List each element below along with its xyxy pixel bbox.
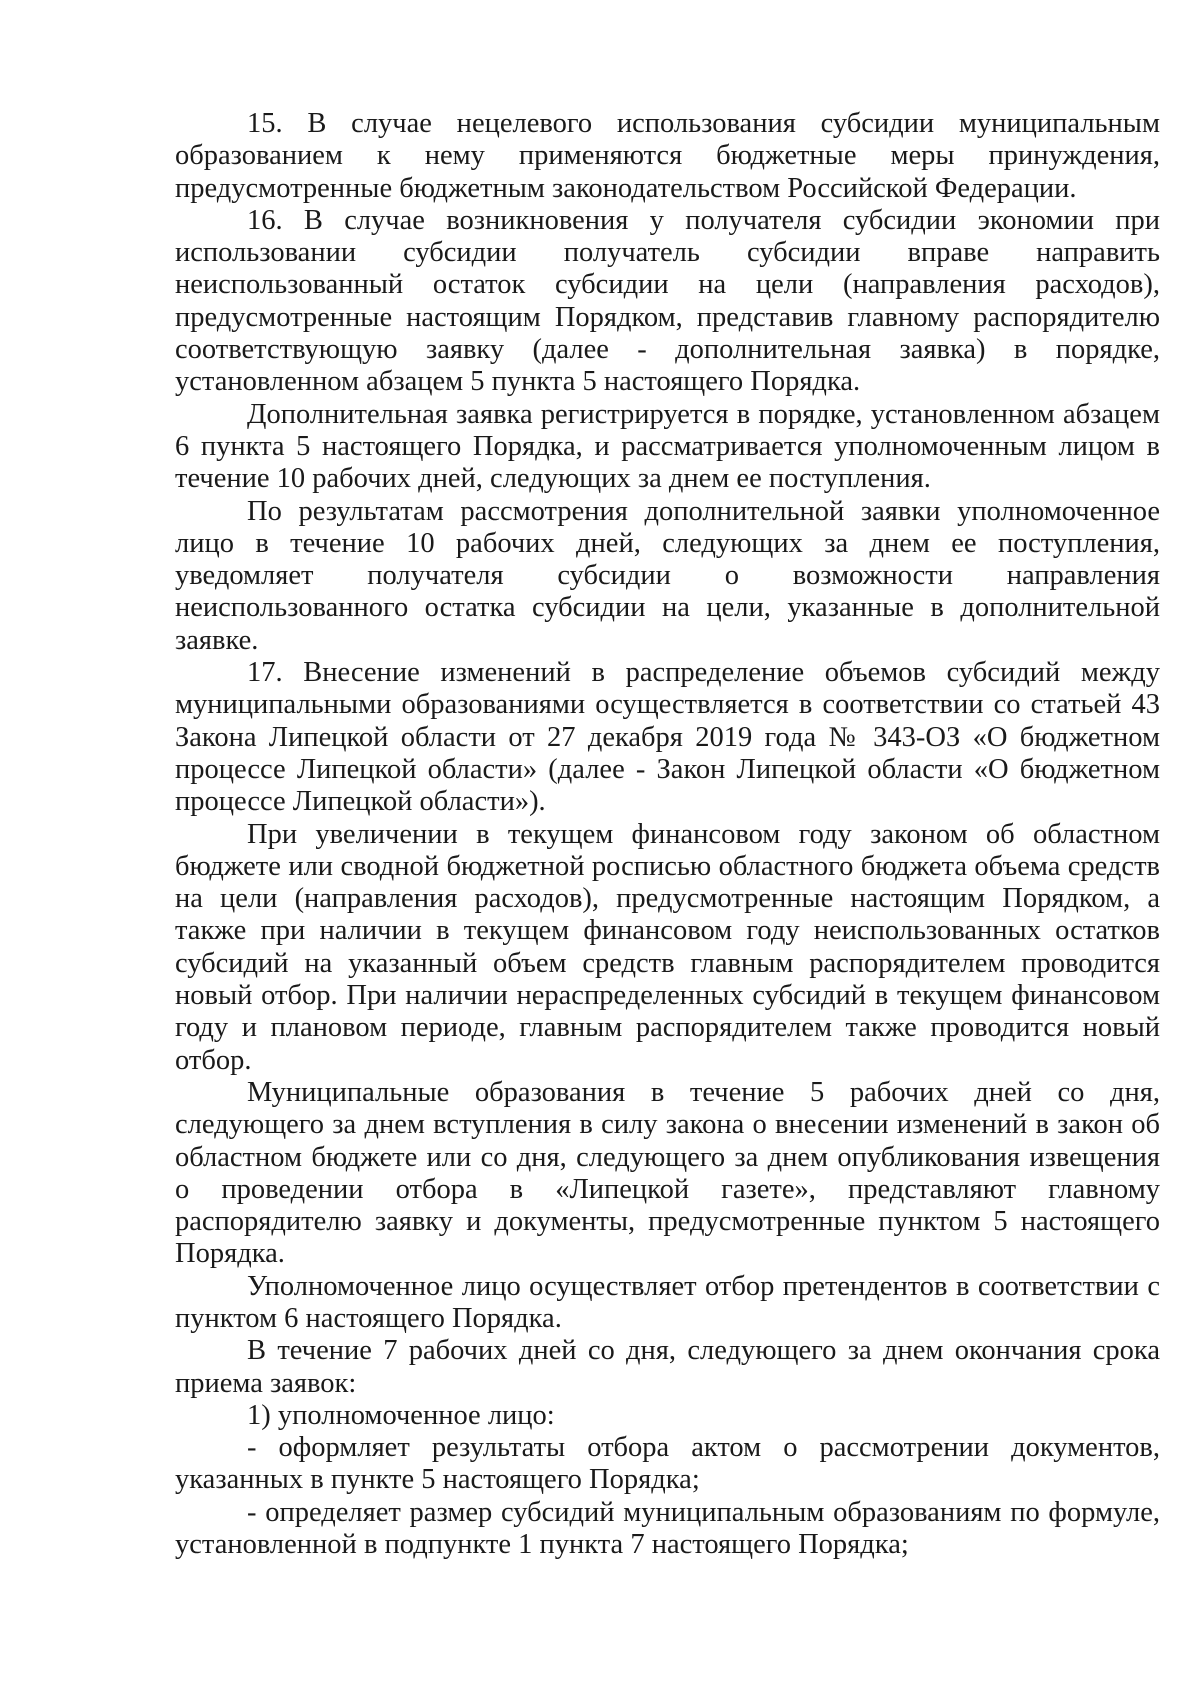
list-item-authorized-person: 1) уполномоченное лицо: [247, 1399, 555, 1431]
list-item-determines-subsidy: - определяет размер субсидий муниципальным образованиям по формуле, установленной в подпункте 1 пункта 7 настоящего Порядка; [175, 1496, 1160, 1561]
paragraph-16: 16. В случае возникновения у получателя субсидии экономии при использовании субсидии получатель субсидии вправе направить неиспользованный остаток субсидии на цели (направления расходов), предусмотренные настоящим Порядком, представив главному распорядителю соответствующую заявку (далее - дополнительная заявка) в порядке, установленном абзацем 5 пункта 5 настоящего Порядка. [175, 204, 1160, 398]
paragraph-15: 15. В случае нецелевого использования субсидии муниципальным образованием к нему применяются бюджетные меры принуждения, предусмотренные бюджетным законодательством Российской Федерации. [175, 108, 1160, 204]
paragraph-review-results: По результатам рассмотрения дополнительной заявки уполномоченное лицо в течение 10 рабочих дней, следующих за днем ее поступления, уведомляет получателя субсидии о возможности направления неиспользованного остатка субсидии на цели, указанные в дополнительной заявке. [175, 495, 1160, 656]
list-item-formalizes-results: - оформляет результаты отбора актом о рассмотрении документов, указанных в пункте 5 настоящего Порядка; [175, 1432, 1160, 1496]
paragraph-municipal-submission: Муниципальные образования в течение 5 рабочих дней со дня, следующего за днем вступления в силу закона о внесении изменений в закон об областном бюджете или со дня, следующего за днем опубликования извещения о проведении отбора в «Липецкой газете», представляют главному распорядителю заявку и документы, предусмотренные пунктом 5 настоящего Порядка. [175, 1076, 1160, 1270]
paragraph-seven-days: В течение 7 рабочих дней со дня, следующего за днем окончания срока приема заявок: [175, 1335, 1160, 1399]
paragraph-candidate-selection: Уполномоченное лицо осуществляет отбор претендентов в соответствии с пунктом 6 настоящего Порядка. [175, 1270, 1160, 1334]
paragraph-budget-increase: При увеличении в текущем финансовом году законом об областном бюджете или сводной бюджетной росписью областного бюджета объема средств на цели (направления расходов), предусмотренные настоящим Порядком, а также при наличии в текущем финансовом году неиспользованных остатков субсидий на указанный объем средств главным распорядителем проводится новый отбор. При наличии нераспределенных субсидий в текущем финансовом году и плановом периоде, главным распорядителем также проводится новый отбор. [175, 818, 1160, 1076]
document-page [175, 108, 1160, 1561]
paragraph-additional-request: Дополнительная заявка регистрируется в порядке, установленном абзацем 6 пункта 5 настоящего Порядка, и рассматривается уполномоченным лицом в течение 10 рабочих дней, следующих за днем ее поступления. [175, 398, 1160, 495]
paragraph-17: 17. Внесение изменений в распределение объемов субсидий между муниципальными образованиями осуществляется в соответствии со статьей 43 Закона Липецкой области от 27 декабря 2019 года № 343-ОЗ «О бюджетном процессе Липецкой области» (далее - Закон Липецкой области «О бюджетном процессе Липецкой области»). [175, 657, 1160, 818]
